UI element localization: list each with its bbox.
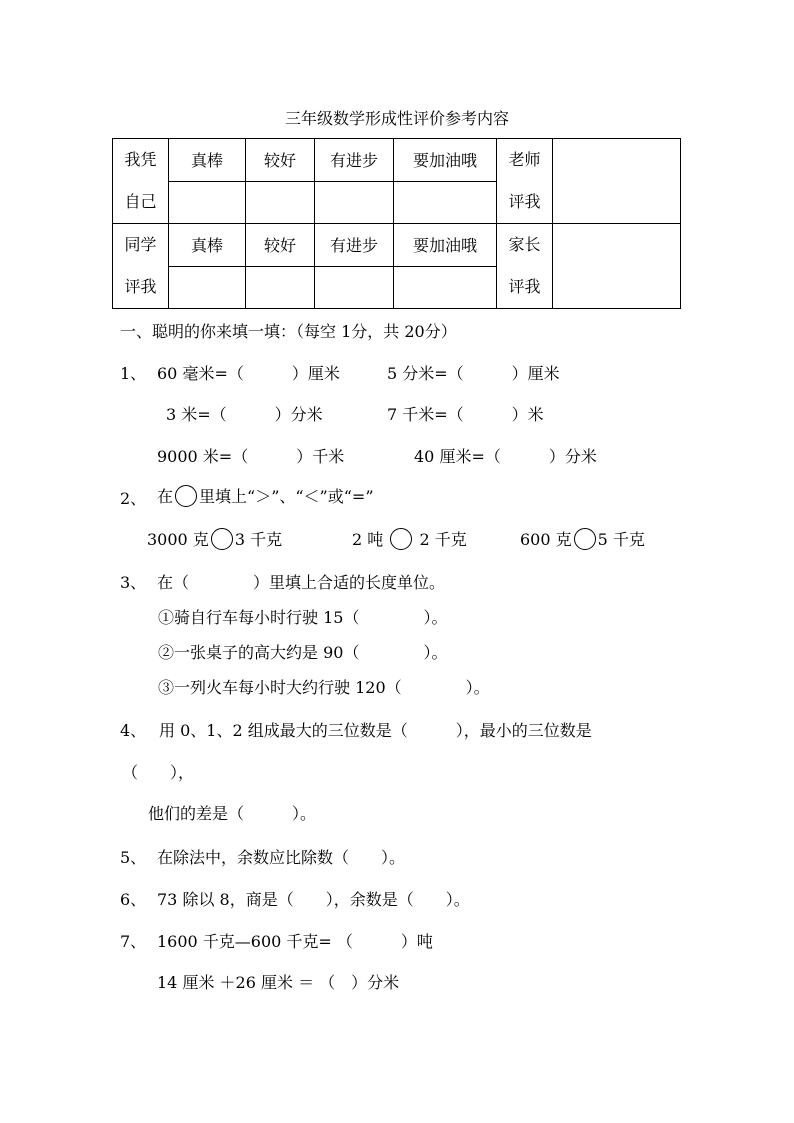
grade-excellent: 真棒 (169, 139, 246, 182)
grade-good: 较好 (246, 139, 315, 182)
q2-item-b: 2 吨 2 千克 (352, 530, 467, 549)
q2-item-a: 3000 克 3 千克 (147, 530, 283, 549)
grade-improved: 有进步 (315, 139, 394, 182)
evaluation-table (112, 138, 681, 309)
question-number: 2、 (120, 489, 147, 508)
peer-excellent-cell[interactable] (169, 266, 246, 309)
grade-try-harder: 要加油哦 (394, 224, 497, 267)
compare-circle[interactable] (574, 528, 596, 550)
self-eval-label: 我凭 自己 (113, 139, 169, 224)
question-number: 1、 (120, 364, 147, 383)
q1-item-b: 5 分米=（ ）厘米 (387, 364, 560, 383)
circle-blank-icon (175, 485, 197, 507)
peer-good-cell[interactable] (246, 266, 315, 309)
q1-item-a: 60 毫米=（ ）厘米 (157, 364, 340, 383)
q7-item-a: 1600 千克—600 千克= （ ）吨 (157, 932, 433, 951)
q1-item-c: 3 米=（ ）分米 (166, 405, 323, 424)
self-try-harder-cell[interactable] (394, 181, 497, 224)
q4-difference: 他们的差是（ ）。 (148, 804, 317, 823)
q7-item-b: 14 厘米 ＋26 厘米 ＝ （ ）分米 (157, 973, 400, 992)
compare-circle[interactable] (211, 528, 233, 550)
q1-item-f: 40 厘米=（ ）分米 (414, 447, 597, 466)
q4-continuation: （ ）， (122, 763, 195, 782)
self-improved-cell[interactable] (315, 181, 394, 224)
question-number: 5、 (120, 848, 147, 867)
grade-good: 较好 (246, 224, 315, 267)
peer-improved-cell[interactable] (315, 266, 394, 309)
question-number: 3、 (120, 573, 147, 592)
q2-item-c: 600 克 5 千克 (520, 530, 645, 549)
q3-item-c: ③一列火车每小时大约行驶 120（ ）。 (158, 678, 490, 697)
peer-eval-label: 同学 评我 (113, 224, 169, 309)
question-number: 6、 (120, 890, 147, 909)
self-good-cell[interactable] (246, 181, 315, 224)
parent-eval-label: 家长 评我 (497, 224, 553, 309)
question-number: 7、 (120, 932, 147, 951)
peer-try-harder-cell[interactable] (394, 266, 497, 309)
q5-text: 在除法中，余数应比除数（ ）。 (157, 848, 406, 867)
q3-item-b: ②一张桌子的高大约是 90（ ）。 (158, 643, 448, 662)
page-title: 三年级数学形成性评价参考内容 (284, 109, 509, 128)
question-number: 4、 (120, 721, 147, 740)
q3-item-a: ①骑自行车每小时行驶 15（ ）。 (158, 608, 448, 627)
q1-item-d: 7 千米=（ ）米 (387, 405, 544, 424)
q3-instruction: 在（ ）里填上合适的长度单位。 (157, 573, 446, 592)
compare-circle[interactable] (390, 528, 412, 550)
q4-text: 用 0、1、2 组成最大的三位数是（ ），最小的三位数是 (159, 721, 592, 740)
teacher-eval-cell[interactable] (553, 139, 681, 224)
parent-eval-cell[interactable] (553, 224, 681, 309)
grade-improved: 有进步 (315, 224, 394, 267)
grade-excellent: 真棒 (169, 224, 246, 267)
q2-instruction: 在 里填上“＞”、“＜”或“=” (157, 487, 374, 506)
q1-item-e: 9000 米=（ ）千米 (157, 447, 345, 466)
q6-text: 73 除以 8，商是（ ），余数是（ ）。 (157, 890, 470, 909)
grade-try-harder: 要加油哦 (394, 139, 497, 182)
teacher-eval-label: 老师 评我 (497, 139, 553, 224)
self-excellent-cell[interactable] (169, 181, 246, 224)
section-heading: 一、聪明的你来填一填：（每空 1分，共 20分） (120, 322, 457, 341)
